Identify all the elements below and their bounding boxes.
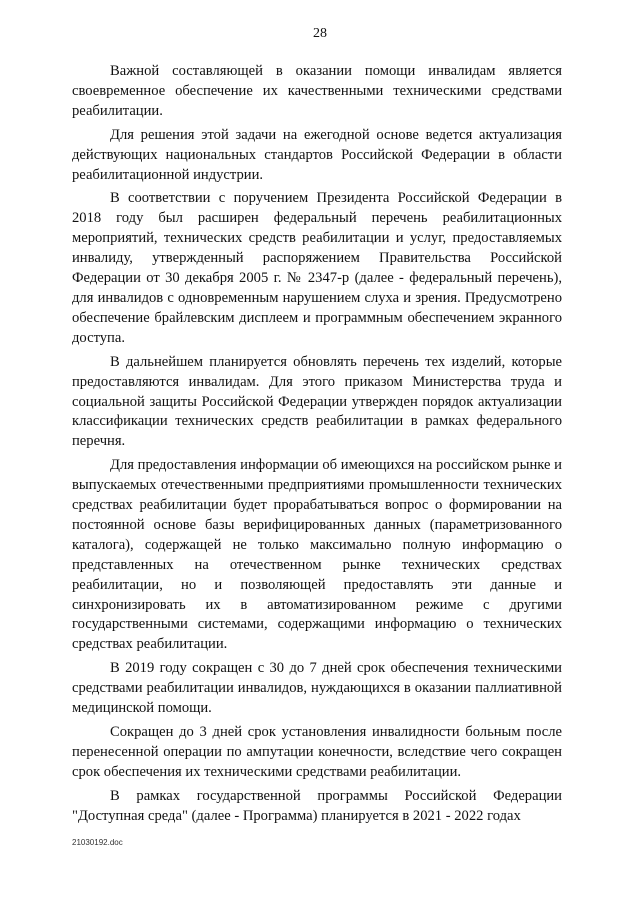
paragraph: В рамках государственной программы Российской Федерации "Доступная среда" (далее - Программа) планируется в 2021 - 2022 годах [72,787,562,824]
paragraph: В дальнейшем планируется обновлять перечень тех изделий, которые предоставляются инвалидам. Для этого приказом Министерства труда и социальной защиты Российской Федерации утвержден порядок актуализации классификации технических средств реабилитации в рамках федерального перечня. [72,353,562,450]
paragraph: Сокращен до 3 дней срок установления инвалидности больным после перенесенной операции по ампутации конечности, вследствие чего сокращен срок обеспечения их техническими средствами реабилитации. [72,724,562,780]
paragraph: В соответствии с поручением Президента Российской Федерации в 2018 году был расширен федеральный перечень реабилитационных мероприятий, технических средств реабилитации и услуг, предоставляемых инвалиду, утвержденный распоряжением Правительства Российской Федерации от 30 декабря 2005 г. № 2347-р (далее - федеральный перечень), для инвалидов с одновременным нарушением слуха и зрения. Предусмотрено обеспечение брайлевским дисплеем и программным обеспечением экранного доступа. [72,190,562,346]
paragraph: Для предоставления информации об имеющихся на российском рынке и выпускаемых отечественными предприятиями промышленности технических средствах реабилитации будет прорабатываться вопрос о формировании на постоянной основе базы верифицированных данных (параметризованного каталога), содержащей не только максимально полную информацию о представленных на отечественном рынке технических средствах реабилитации, но и позволяющей предоставлять эти данные и синхронизировать их в автоматизированном режиме с другими государственными системами, содержащими информацию о технических средствах реабилитации. [72,457,562,653]
page-number: 28 [313,26,327,41]
document-body [72,62,562,831]
paragraph: Для решения этой задачи на ежегодной основе ведется актуализация действующих национальных стандартов Российской Федерации в области реабилитационной индустрии. [72,126,562,183]
document-file-code: 21030192.doc [72,838,123,847]
paragraph: Важной составляющей в оказании помощи инвалидам является своевременное обеспечение их качественными техническими средствами реабилитации. [72,63,562,119]
paragraph: В 2019 году сокращен с 30 до 7 дней срок обеспечения техническими средствами реабилитации инвалидов, нуждающихся в оказании паллиативной медицинской помощи. [72,660,562,717]
